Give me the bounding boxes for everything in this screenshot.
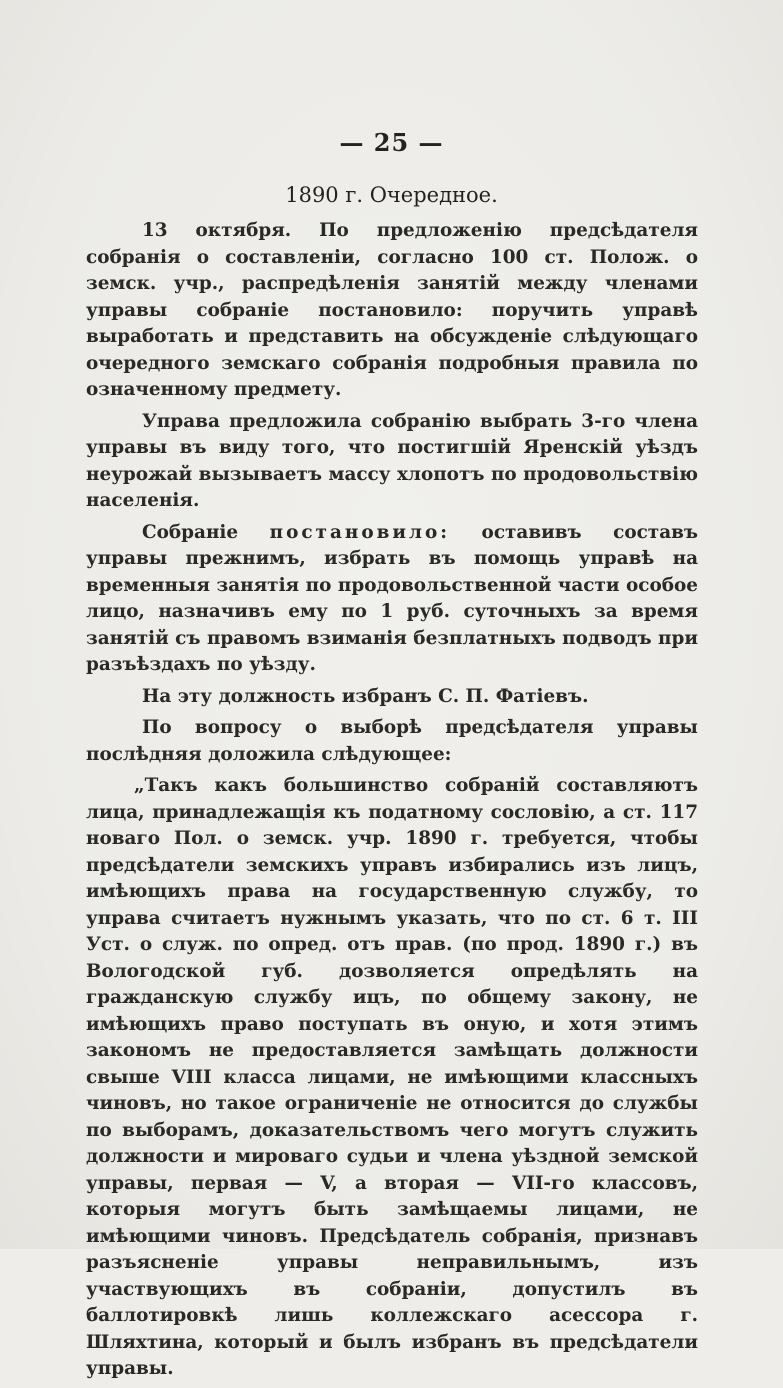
paragraph-text: Управа предложила собранію выбрать 3-го члена управы въ виду того, что постигшій Яренскій уѣздъ неурожай вызываетъ массу хлопотъ по продовольствію населенія. xyxy=(86,410,698,511)
spaced-emphasis: постановило: xyxy=(269,521,451,543)
paragraph xyxy=(86,684,698,711)
paragraph-text: оставивъ составъ управы прежнимъ, избрать въ помощь управѣ на временныя занятія по продовольственной части особое лицо, назначивъ ему по 1 руб. суточныхъ за время занятій съ правомъ взиманія безплатныхъ подводъ при разъѣздахъ по уѣзду. xyxy=(86,521,699,675)
section-heading: 1890 г. Очередное. xyxy=(285,183,498,207)
quoted-paragraph xyxy=(86,773,698,1383)
paragraph-text: 13 октября. По предложенію предсѣдателя собранія о составленіи, согласно 100 ст. Полож. о земск. учр., распредѣленія занятій между членами управы собраніе постановило: поручить управѣ выработать и представить на обсужденіе слѣдующаго очередного земскаго собранія подробныя правила по означенному предмету. xyxy=(86,220,698,400)
paragraph xyxy=(86,715,698,768)
paragraph xyxy=(86,409,698,515)
paragraph-text: „Такъ какъ большинство собраній составляютъ лица, принадлежащія къ податному сословію, а ст. 117 новаго Пол. о земск. учр. 1890 г. требуется, чтобы предсѣдатели земскихъ управъ избирались изъ лицъ, имѣющихъ права на государственную службу, то управа считаетъ нужнымъ указать, что по ст. 6 т. III Уст. о служ. по опред. отъ прав. (по прод. 1890 г.) въ Вологодской губ. дозволяется опредѣлять на гражданскую службу ицъ, по общему закону, не имѣющихъ право поступать въ оную, и хотя этимъ закономъ не предоставляется замѣщать должности свыше VIII класса лицами, не имѣющими классныхъ чиновъ, но такое ограниченіе не относится до службы по выборамъ, доказательствомъ чего могутъ служить должности и мироваго судьи и члена уѣздной земской управы, первая — V, а вторая — VII-го классовъ, которыя могутъ быть замѣщаемы лицами, не имѣющими чиновъ. Предсѣдатель собранія, признавъ разъясненіе управы неправильнымъ, изъ участвующихъ въ собраніи, допустилъ въ баллотировкѣ лишь коллежскаго асессора г. Шляхтина, который и былъ избранъ въ предсѣдатели управы. xyxy=(86,775,698,1379)
body-text xyxy=(86,218,698,1388)
paragraph xyxy=(86,218,698,404)
page-number: — 25 — xyxy=(339,128,444,157)
paragraph-prefix: Собраніе xyxy=(142,521,270,543)
paragraph xyxy=(86,520,698,679)
paragraph-text: По вопросу о выборѣ предсѣдателя управы послѣдняя доложила слѣдующее: xyxy=(86,717,698,765)
paragraph-text: На эту должность избранъ С. П. Фатіевъ. xyxy=(142,685,589,707)
